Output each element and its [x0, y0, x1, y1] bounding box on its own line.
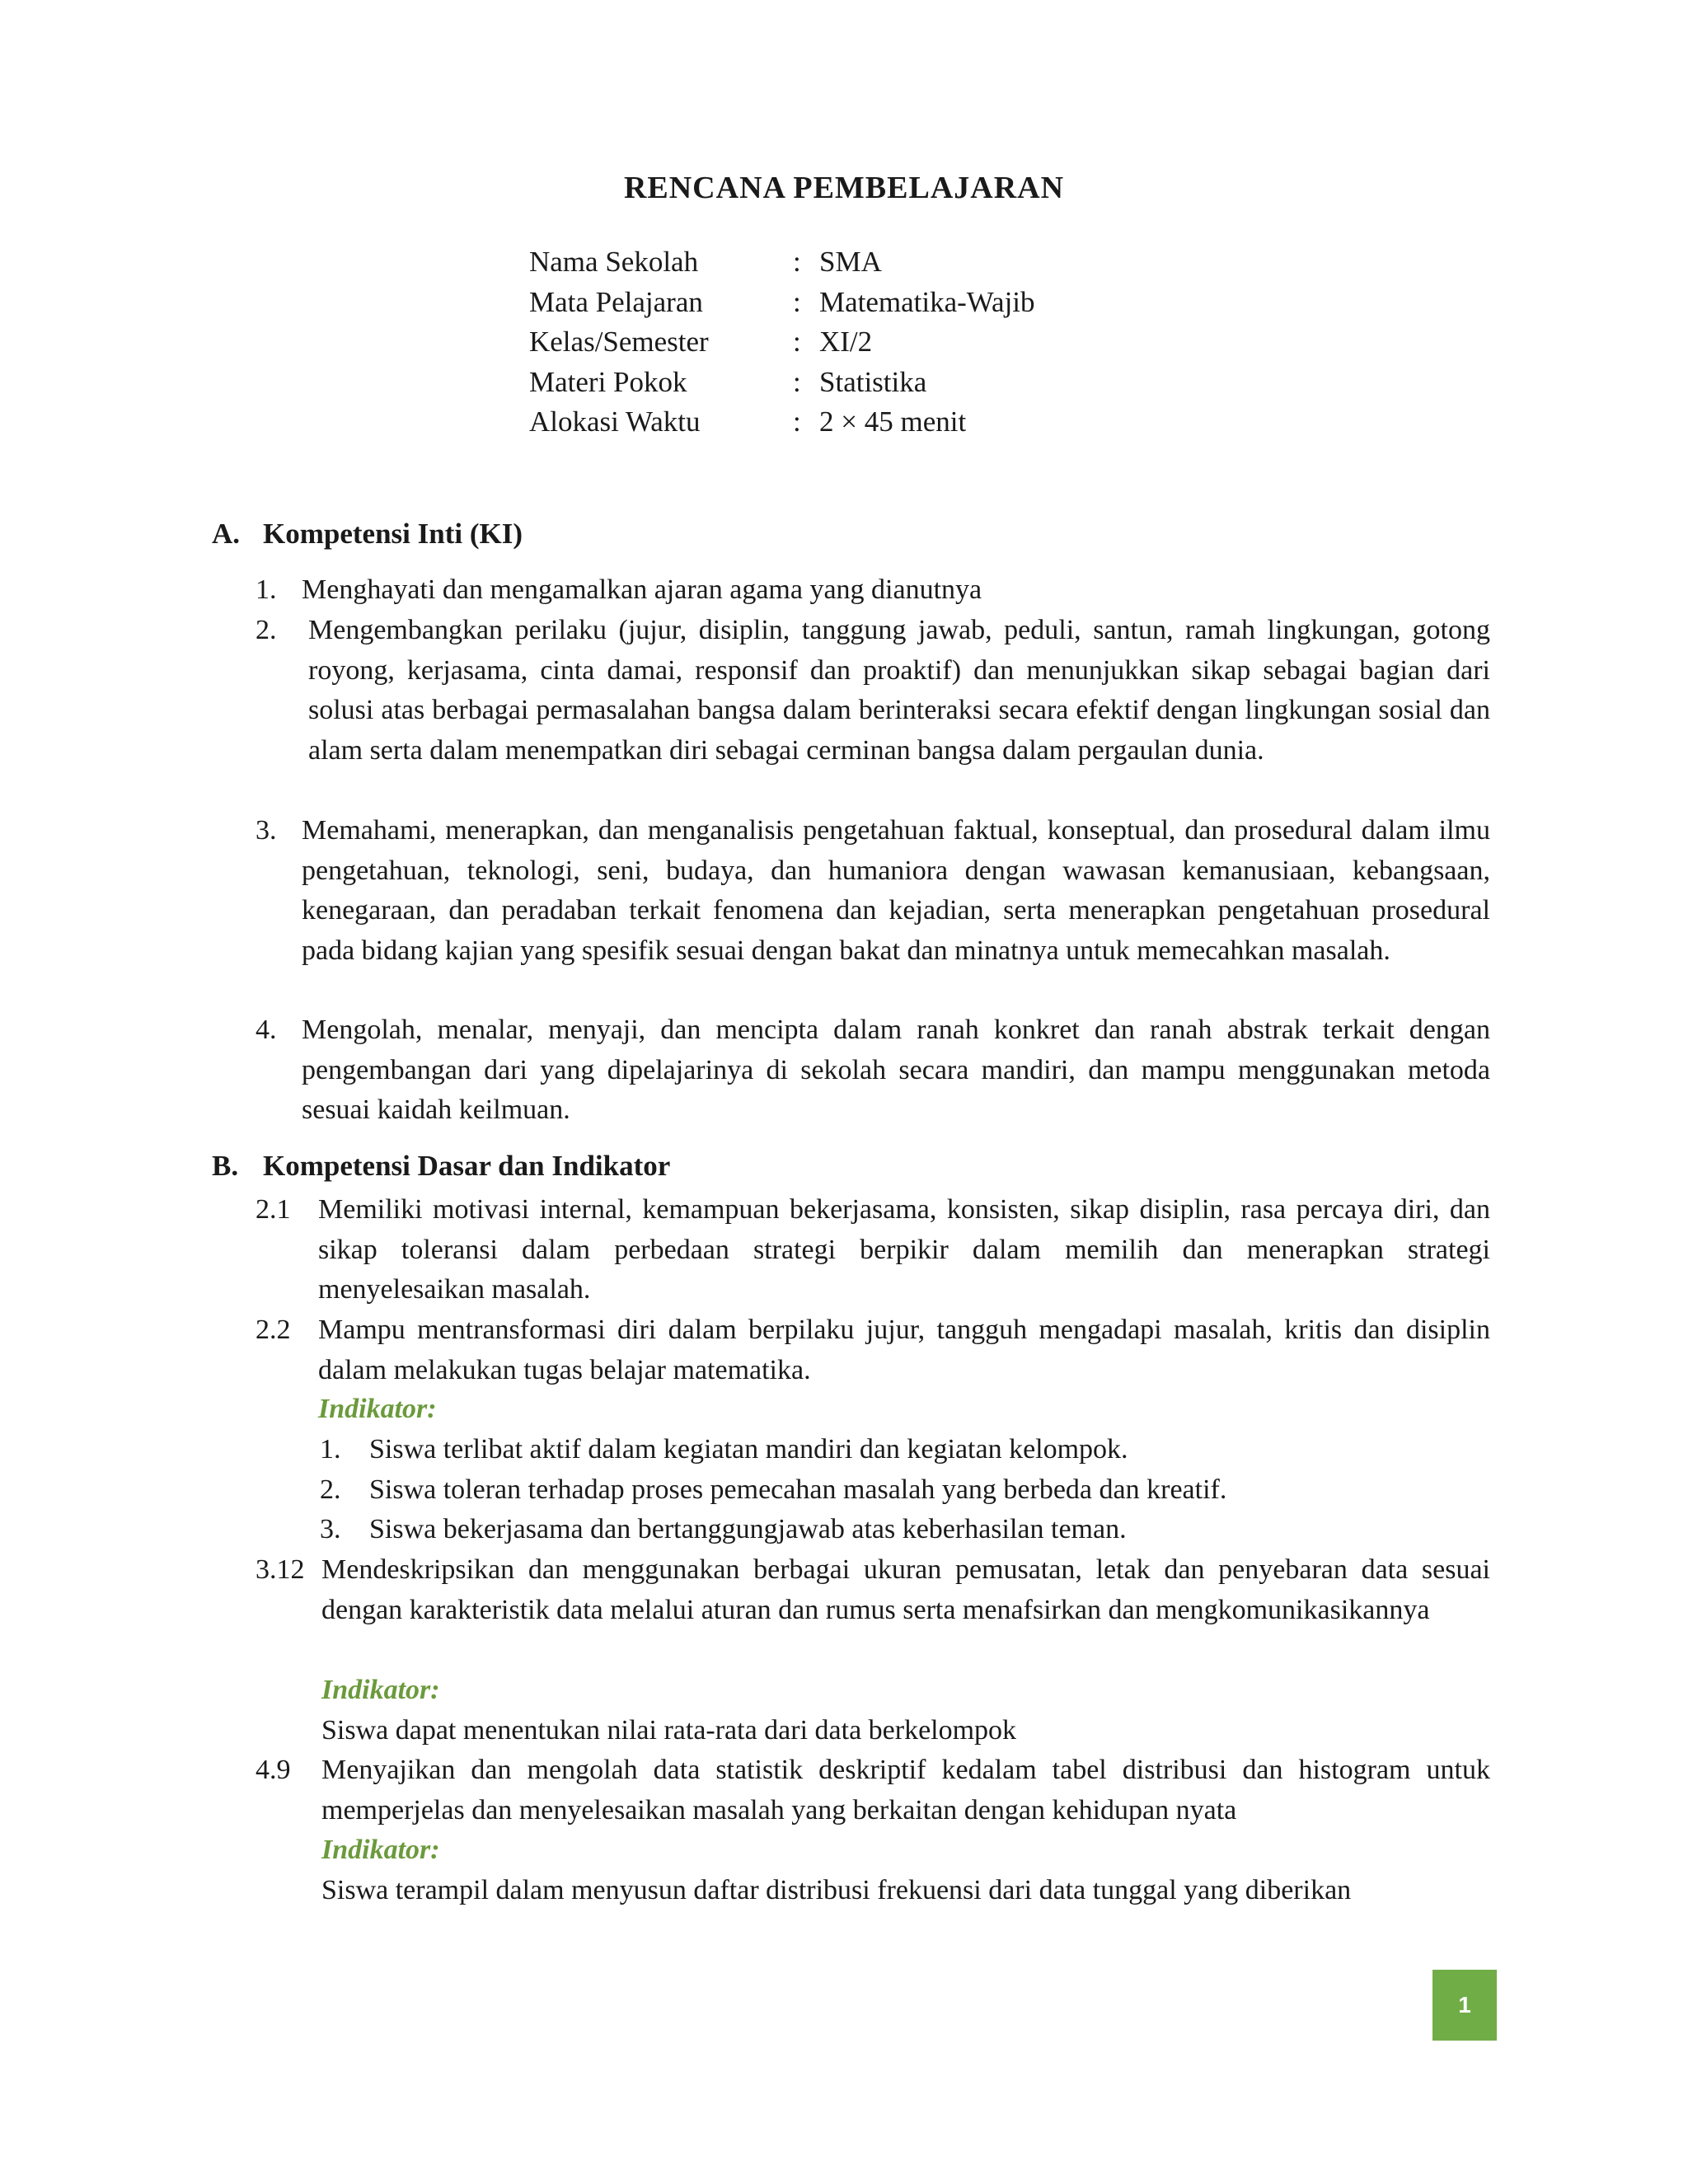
- ki-number: 4.: [256, 1015, 277, 1045]
- list-number: 3.: [320, 1514, 341, 1544]
- meta-value: 2 × 45 menit: [819, 405, 967, 438]
- ki-text: Mengolah, menalar, menyaji, dan mencipta dalam ranah konkret dan ranah abstrak terkait dengan pengembangan dari yang dipelajarinya di sekolah secara mandiri, dan mampu menggunakan metoda sesuai kaidah keilmuan.: [302, 1015, 1490, 1125]
- meta-row-school: [529, 242, 1035, 283]
- kd-text: Mampu mentransformasi diri dalam berpilaku jujur, tangguh mengadapi masalah, kritis dan disiplin dalam melakukan tugas belajar matematika.: [318, 1315, 1490, 1385]
- document-title: RENCANA PEMBELAJARAN: [623, 171, 1065, 205]
- kd-text: Menyajikan dan mengolah data statistik deskriptif kedalam tabel distribusi dan histogram untuk memperjelas dan menyelesaikan masalah yang berkaitan dengan kehidupan nyata: [321, 1755, 1490, 1825]
- kd-2-1: [256, 1190, 1490, 1310]
- ki-text: Memahami, menerapkan, dan menganalisis pengetahuan faktual, konseptual, dan prosedural dalam ilmu pengetahuan, teknologi, seni, budaya, dan humaniora dengan wawasan kemanusiaan, kebangsaan, kenegaraan, dan peradaban terkait fenomena dan kejadian, serta menerapkan pengetahuan prosedural pada bidang kajian yang spesifik sesuai dengan bakat dan minatnya untuk memecahkan masalah.: [302, 815, 1490, 966]
- kd-number: 3.12: [256, 1554, 305, 1585]
- meta-row-time: [529, 402, 1035, 443]
- meta-value: XI/2: [819, 326, 873, 358]
- section-b-heading: [212, 1150, 670, 1183]
- ki-text: Menghayati dan mengamalkan ajaran agama yang dianutnya: [302, 574, 982, 605]
- list-item: [320, 1510, 1490, 1550]
- indikator-text: Siswa dapat menentukan nilai rata-rata dari data berkelompok: [321, 1715, 1017, 1746]
- indikator-label: Indikator:: [318, 1394, 437, 1424]
- ki-item-2: [256, 611, 1490, 771]
- kd-text: Memiliki motivasi internal, kemampuan bekerjasama, konsisten, sikap disiplin, rasa percaya diri, dan sikap toleransi dalam perbedaan strategi berpikir dalam memilih dan menerapkan strategi menyelesaikan masalah.: [318, 1194, 1490, 1305]
- meta-value: Matematika-Wajib: [819, 285, 1035, 318]
- kd-number: 2.1: [256, 1194, 291, 1225]
- identity-table: [529, 242, 1035, 443]
- meta-label: Alokasi Waktu: [529, 405, 701, 438]
- kd-3-12: [256, 1550, 1490, 1630]
- meta-value: Statistika: [819, 365, 927, 398]
- indikator-label: Indikator:: [321, 1675, 440, 1705]
- section-letter: A.: [212, 518, 241, 550]
- meta-value: SMA: [819, 246, 882, 278]
- ki-text: Mengembangkan perilaku (jujur, disiplin, tanggung jawab, peduli, santun, ramah lingkungan, gotong royong, kerjasama, cinta damai, responsif dan proaktif) dan menunjukkan sikap sebagai bagian dari solusi atas berbagai permasalahan bangsa dalam berinteraksi secara efektif dengan lingkungan sosial dan alam serta dalam menempatkan diri sebagai cerminan bangsa dalam pergaulan dunia.: [308, 615, 1490, 766]
- ki-number: 2.: [256, 615, 277, 645]
- list-item: [320, 1430, 1490, 1470]
- kd-text: Mendeskripsikan dan menggunakan berbagai ukuran pemusatan, letak dan penyebaran data sesuai dengan karakteristik data melalui aturan dan rumus serta menafsirkan dan mengkomunikasikannya: [321, 1554, 1490, 1625]
- indikator-list: [320, 1430, 1490, 1550]
- meta-colon: :: [793, 246, 801, 278]
- meta-row-subject: [529, 283, 1035, 323]
- page-number-badge: 1: [1432, 1970, 1497, 2041]
- meta-colon: :: [793, 405, 801, 438]
- list-number: 1.: [320, 1434, 341, 1465]
- meta-label: Materi Pokok: [529, 365, 687, 398]
- meta-row-class: [529, 322, 1035, 363]
- meta-label: Nama Sekolah: [529, 246, 699, 278]
- section-letter: B.: [212, 1150, 239, 1182]
- kd-number: 4.9: [256, 1755, 291, 1785]
- kd-number: 2.2: [256, 1315, 291, 1345]
- ki-number: 3.: [256, 815, 277, 846]
- meta-colon: :: [793, 285, 801, 318]
- list-text: Siswa toleran terhadap proses pemecahan masalah yang berbeda dan kreatif.: [369, 1474, 1227, 1505]
- section-title: Kompetensi Dasar dan Indikator: [263, 1150, 671, 1182]
- indikator-text: Siswa terampil dalam menyusun daftar distribusi frekuensi dari data tunggal yang diberikan: [321, 1875, 1352, 1905]
- meta-colon: :: [793, 326, 801, 358]
- kd-4-9: [256, 1750, 1490, 1830]
- meta-colon: :: [793, 365, 801, 398]
- section-a-heading: [212, 518, 523, 551]
- ki-item-1: [256, 570, 1490, 611]
- list-number: 2.: [320, 1474, 341, 1505]
- list-item: [320, 1470, 1490, 1511]
- section-title: Kompetensi Inti (KI): [263, 518, 523, 550]
- list-text: Siswa terlibat aktif dalam kegiatan mandiri dan kegiatan kelompok.: [369, 1434, 1128, 1465]
- ki-item-4: [256, 1010, 1490, 1131]
- meta-label: Kelas/Semester: [529, 326, 709, 358]
- ki-item-3: [256, 811, 1490, 971]
- list-text: Siswa bekerjasama dan bertanggungjawab atas keberhasilan teman.: [369, 1514, 1127, 1544]
- kd-2-2: [256, 1310, 1490, 1390]
- indikator-label: Indikator:: [321, 1835, 440, 1865]
- meta-label: Mata Pelajaran: [529, 285, 703, 318]
- meta-row-topic: [529, 363, 1035, 403]
- ki-number: 1.: [256, 574, 277, 605]
